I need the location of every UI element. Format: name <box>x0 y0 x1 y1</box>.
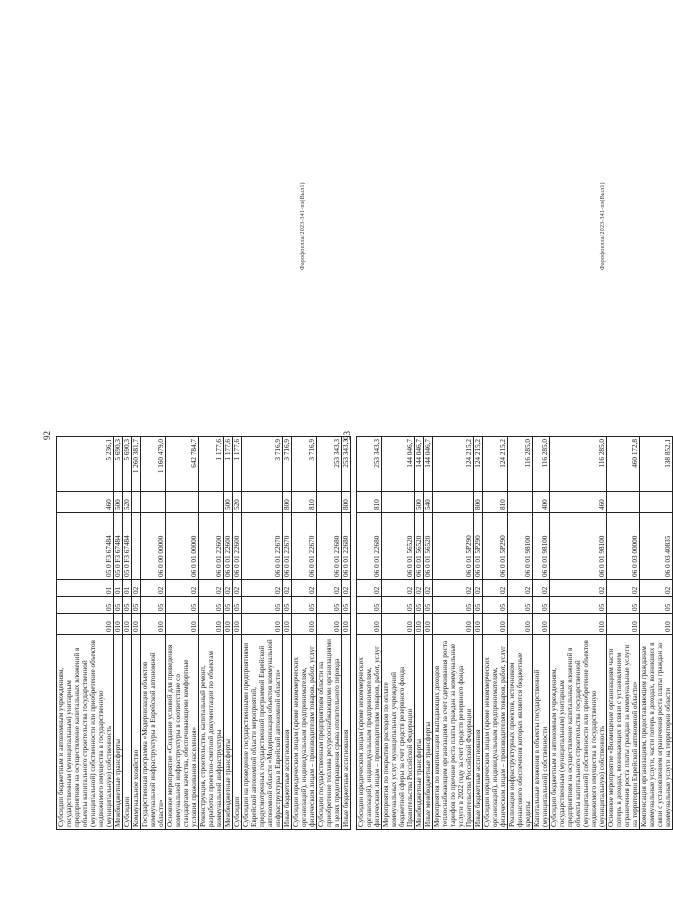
code-cell: 460 <box>550 492 607 513</box>
code-cell: 02 <box>433 580 474 597</box>
code-cell: 010 <box>242 614 283 635</box>
code-cell: 010 <box>317 614 342 635</box>
table-row <box>424 437 433 830</box>
amount-cell: 1 177,6 <box>233 437 242 492</box>
code-cell: 06 0 01 22680 <box>342 513 351 580</box>
code-cell: 06 0 01 22670 <box>292 513 317 580</box>
amount-cell: 124 215,2 <box>474 437 483 492</box>
code-cell: 06 0 01 56520 <box>415 513 424 580</box>
page-right <box>342 30 672 830</box>
row-name-cell: Межбюджетные трансферты <box>224 635 233 830</box>
code-cell <box>317 492 342 513</box>
row-name-cell: Субсидии на проведение государственными предприятиями Еврейской автономной области мероприятий, предусмотренных государственной программой Еврейской автономной области «Модернизация объектов коммунальной инфраструктуры в Еврейской автономной области» <box>242 635 283 830</box>
table-row <box>166 437 199 830</box>
code-cell: 06 0 01 22680 <box>317 513 342 580</box>
code-cell: 02 <box>424 580 433 597</box>
amount-cell: 3 716,9 <box>242 437 283 492</box>
code-cell: 06 0 01 98100 <box>533 513 550 580</box>
budget-table <box>56 436 351 830</box>
code-cell: 800 <box>342 492 351 513</box>
code-cell: 05 <box>342 597 351 614</box>
code-cell: 010 <box>123 614 132 635</box>
code-cell: 460 <box>57 492 114 513</box>
row-name-cell: Реконструкция, строительство, капитальный ремонт, разработка проектно-сметной документации по объектам коммунальной инфраструктуры <box>199 635 224 830</box>
code-cell: 06 0 03 40835 <box>640 513 673 580</box>
code-cell: 010 <box>292 614 317 635</box>
code-cell: 010 <box>415 614 424 635</box>
row-name-cell: Субсидии юридическим лицам (кроме некоммерческих организаций), индивидуальным предпринимателям, физическим лицам – производителям товаров, работ, услуг <box>292 635 317 830</box>
code-cell: 05 <box>357 597 382 614</box>
code-cell: 02 <box>242 580 283 597</box>
amount-cell: 124 215,2 <box>483 437 508 492</box>
code-cell: 05 <box>424 597 433 614</box>
code-cell: 05 <box>533 597 550 614</box>
code-cell: 010 <box>533 614 550 635</box>
code-cell <box>242 492 283 513</box>
code-cell: 02 <box>483 580 508 597</box>
page-footer: Фарофоелла/2023-341-пэ(Выл1) <box>600 182 606 270</box>
code-cell: 05 <box>141 597 166 614</box>
row-name-cell: Межбюджетные трансферты <box>415 635 424 830</box>
code-cell: 05 <box>123 597 132 614</box>
code-cell: 010 <box>199 614 224 635</box>
amount-cell: 5 690,3 <box>123 437 132 492</box>
code-cell: 010 <box>607 614 640 635</box>
amount-cell: 5 690,3 <box>114 437 123 492</box>
table-row <box>123 437 132 830</box>
code-cell: 06 0 01 22600 <box>224 513 233 580</box>
code-cell: 06 0 01 22680 <box>357 513 382 580</box>
row-name-cell: Мероприятия по компенсации выпадающих доходов теплоснабжающим организациям за счет сдерживания роста тарифов по причине роста платы граждан за коммунальные услуги в 2022 году за счет средств резервного фонда Правительства Российской Федерации <box>433 635 474 830</box>
table-row <box>242 437 283 830</box>
code-cell <box>132 492 141 513</box>
code-cell: 05 <box>433 597 474 614</box>
table-row <box>474 437 483 830</box>
code-cell: 05 <box>242 597 283 614</box>
row-name-cell: Субсидии <box>233 635 242 830</box>
code-cell: 05 0 F3 67484 <box>123 513 132 580</box>
code-cell: 520 <box>233 492 242 513</box>
code-cell: 02 <box>550 580 607 597</box>
code-cell: 02 <box>415 580 424 597</box>
code-cell <box>199 492 224 513</box>
amount-cell: 144 046,7 <box>382 437 415 492</box>
amount-cell: 144 046,7 <box>415 437 424 492</box>
code-cell: 06 0 00 00000 <box>141 513 166 580</box>
code-cell: 06 0 01 22600 <box>199 513 224 580</box>
code-cell: 02 <box>474 580 483 597</box>
code-cell: 05 <box>166 597 199 614</box>
table-row <box>640 437 673 830</box>
code-cell <box>508 492 533 513</box>
amount-cell: 138 852,1 <box>640 437 673 492</box>
code-cell <box>166 492 199 513</box>
code-cell: 05 <box>199 597 224 614</box>
row-name-cell: Субсидии бюджетным и автономным учреждениям, государственным (муниципальным) унитарным предприятиям на осуществление капитальных вложений в объекты капитального строительства государственной (муниципальной) собственности или приобретение объектов недвижимого имущества в государственную (муниципальную) собственность <box>550 635 607 830</box>
row-name-cell: Межбюджетные трансферты <box>114 635 123 830</box>
amount-cell: 116 285,0 <box>533 437 550 492</box>
code-cell: 05 <box>550 597 607 614</box>
table-row <box>141 437 166 830</box>
code-cell: 06 0 01 98100 <box>508 513 533 580</box>
code-cell <box>607 492 640 513</box>
amount-cell: 1 260 381,7 <box>132 437 141 492</box>
code-cell: 010 <box>283 614 292 635</box>
code-cell: 06 0 01 5P290 <box>433 513 474 580</box>
amount-cell: 3 716,9 <box>292 437 317 492</box>
code-cell: 010 <box>166 614 199 635</box>
code-cell <box>141 492 166 513</box>
amount-cell: 124 215,2 <box>433 437 474 492</box>
code-cell: 05 0 F3 67484 <box>57 513 114 580</box>
row-name-cell: Коммунальное хозяйство <box>132 635 141 830</box>
row-name-cell: Государственная программа «Модернизация объектов коммунальной инфраструктуры в Еврейской автономной области» <box>141 635 166 830</box>
table-row <box>233 437 242 830</box>
code-cell: 05 <box>283 597 292 614</box>
code-cell: 01 <box>57 580 114 597</box>
code-cell: 810 <box>483 492 508 513</box>
table-row <box>114 437 123 830</box>
row-name-cell: Реализация инфраструктурных проектов, источником финансового обеспечения которых являются бюджетные кредиты <box>508 635 533 830</box>
code-cell: 05 <box>224 597 233 614</box>
code-cell: 400 <box>533 492 550 513</box>
code-cell: 05 <box>607 597 640 614</box>
code-cell <box>433 492 474 513</box>
table-row <box>357 437 382 830</box>
row-name-cell: Иные бюджетные ассигнования <box>474 635 483 830</box>
code-cell: 02 <box>283 580 292 597</box>
page-number: 92 <box>42 431 52 440</box>
code-cell <box>382 492 415 513</box>
amount-cell: 253 343,3 <box>317 437 342 492</box>
code-cell: 06 0 01 22600 <box>233 513 242 580</box>
row-name-cell: Субсидии юридическим лицам (кроме некоммерческих организаций), индивидуальным предпринимателям, физическим лицам – производителям товаров, работ, услуг <box>357 635 382 830</box>
table-row <box>292 437 317 830</box>
code-cell: 540 <box>424 492 433 513</box>
code-cell: 02 <box>132 580 141 597</box>
code-cell: 05 0 F3 67484 <box>114 513 123 580</box>
code-cell: 500 <box>224 492 233 513</box>
amount-cell: 253 343,3 <box>357 437 382 492</box>
budget-table <box>356 436 673 830</box>
code-cell: 06 0 01 00000 <box>166 513 199 580</box>
code-cell: 810 <box>292 492 317 513</box>
row-name-cell: Основное мероприятие «Возмещение организациям части потерь в доходах, возникающих в связи с установлением ограничения роста платы граждан за коммунальные услуги на территории Еврейской автономной области» <box>607 635 640 830</box>
code-cell: 02 <box>382 580 415 597</box>
table-row <box>508 437 533 830</box>
code-cell: 05 <box>415 597 424 614</box>
table-row <box>317 437 342 830</box>
amount-cell: 144 046,7 <box>424 437 433 492</box>
code-cell: 05 <box>114 597 123 614</box>
table-row <box>132 437 141 830</box>
table-row <box>550 437 607 830</box>
code-cell: 010 <box>114 614 123 635</box>
code-cell: 010 <box>508 614 533 635</box>
code-cell: 010 <box>342 614 351 635</box>
row-name-cell: Субсидии государственным предприятиям области на приобретение топлива ресурсоснабжающими организациями в целях предотвращения срыва отопительного периода <box>317 635 342 830</box>
table-row <box>199 437 224 830</box>
code-cell: 05 <box>640 597 673 614</box>
table-row <box>607 437 640 830</box>
amount-cell: 116 285,0 <box>508 437 533 492</box>
table-row <box>533 437 550 830</box>
code-cell: 06 0 01 98100 <box>550 513 607 580</box>
table-row <box>433 437 474 830</box>
code-cell: 02 <box>141 580 166 597</box>
code-cell <box>640 492 673 513</box>
row-name-cell: Капитальные вложения в объекты государственной (муниципальной) собственности <box>533 635 550 830</box>
code-cell: 800 <box>283 492 292 513</box>
table-row <box>283 437 292 830</box>
code-cell: 06 0 01 22670 <box>283 513 292 580</box>
amount-cell: 5 236,1 <box>57 437 114 492</box>
code-cell: 02 <box>533 580 550 597</box>
code-cell: 02 <box>224 580 233 597</box>
row-name-cell: Иные бюджетные ассигнования <box>283 635 292 830</box>
code-cell: 02 <box>342 580 351 597</box>
code-cell: 05 <box>292 597 317 614</box>
code-cell: 05 <box>483 597 508 614</box>
page-number: 93 <box>342 431 352 440</box>
code-cell: 010 <box>474 614 483 635</box>
code-cell: 06 0 01 56520 <box>424 513 433 580</box>
code-cell: 05 <box>317 597 342 614</box>
row-name-cell: Субсидии <box>123 635 132 830</box>
code-cell: 02 <box>640 580 673 597</box>
row-name-cell: Компенсация организациям, предоставляющим гражданам коммунальные услуги, части потерь в доходах, возникших в связи с установлением ограничения роста платы граждан за коммунальные услуги на территории области <box>640 635 673 830</box>
code-cell: 05 <box>508 597 533 614</box>
row-name-cell: Субсидии юридическим лицам (кроме некоммерческих организаций), индивидуальным предпринимателям, физическим лицам – производителям товаров, работ, услуг <box>483 635 508 830</box>
code-cell: 02 <box>233 580 242 597</box>
code-cell: 010 <box>640 614 673 635</box>
code-cell: 810 <box>357 492 382 513</box>
code-cell: 010 <box>132 614 141 635</box>
table-row <box>415 437 424 830</box>
code-cell: 010 <box>433 614 474 635</box>
code-cell: 06 0 01 5P290 <box>483 513 508 580</box>
code-cell: 05 <box>57 597 114 614</box>
table-row <box>382 437 415 830</box>
code-cell: 520 <box>123 492 132 513</box>
amount-cell: 3 716,9 <box>283 437 292 492</box>
code-cell: 010 <box>550 614 607 635</box>
code-cell: 010 <box>424 614 433 635</box>
table-row <box>57 437 114 830</box>
code-cell <box>132 513 141 580</box>
code-cell: 02 <box>292 580 317 597</box>
amount-cell: 253 343,3 <box>342 437 351 492</box>
table-row <box>224 437 233 830</box>
code-cell: 010 <box>224 614 233 635</box>
code-cell: 800 <box>474 492 483 513</box>
code-cell: 06 0 01 56520 <box>382 513 415 580</box>
code-cell: 01 <box>114 580 123 597</box>
row-name-cell: Субсидии бюджетным и автономным учреждениям, государственным (муниципальным) унитарным предприятиям на осуществление капитальных вложений в объекты капитального строительства государственной (муниципальной) собственности или приобретение объектов недвижимого имущества в государственную (муниципальную) собственность <box>57 635 114 830</box>
code-cell: 010 <box>382 614 415 635</box>
code-cell: 01 <box>123 580 132 597</box>
code-cell: 02 <box>199 580 224 597</box>
row-name-cell: Мероприятия по покрытию расходов по оплате коммунальных услуг муниципальных учреждений бюджетной сферы за счет средств резервного фонда Правительства Российской Федерации <box>382 635 415 830</box>
amount-cell: 642 784,7 <box>166 437 199 492</box>
code-cell: 010 <box>357 614 382 635</box>
code-cell: 05 <box>132 597 141 614</box>
amount-cell: 1 160 479,0 <box>141 437 166 492</box>
code-cell: 010 <box>57 614 114 635</box>
code-cell: 05 <box>382 597 415 614</box>
code-cell: 05 <box>233 597 242 614</box>
code-cell: 06 0 01 5P290 <box>474 513 483 580</box>
code-cell: 06 0 03 00000 <box>607 513 640 580</box>
page-footer: Фарофоелла/2023-341-пэ(Выл1) <box>300 182 306 270</box>
row-name-cell: Иные бюджетные ассигнования <box>342 635 351 830</box>
code-cell: 02 <box>607 580 640 597</box>
code-cell: 02 <box>166 580 199 597</box>
code-cell: 02 <box>508 580 533 597</box>
code-cell: 010 <box>141 614 166 635</box>
amount-cell: 460 172,8 <box>607 437 640 492</box>
code-cell: 010 <box>233 614 242 635</box>
code-cell: 02 <box>317 580 342 597</box>
code-cell: 06 0 01 22670 <box>242 513 283 580</box>
code-cell: 500 <box>114 492 123 513</box>
row-name-cell: Основное мероприятие «Создание условий для приведения коммунальной инфраструктуры в соответствие со стандартами качества, обеспечивающими комфортные условия проживания населения» <box>166 635 199 830</box>
table-row <box>483 437 508 830</box>
code-cell: 010 <box>483 614 508 635</box>
amount-cell: 1 177,6 <box>224 437 233 492</box>
code-cell: 500 <box>415 492 424 513</box>
amount-cell: 116 285,0 <box>550 437 607 492</box>
code-cell: 02 <box>357 580 382 597</box>
amount-cell: 1 177,6 <box>199 437 224 492</box>
row-name-cell: Иные межбюджетные трансферты <box>424 635 433 830</box>
code-cell: 05 <box>474 597 483 614</box>
